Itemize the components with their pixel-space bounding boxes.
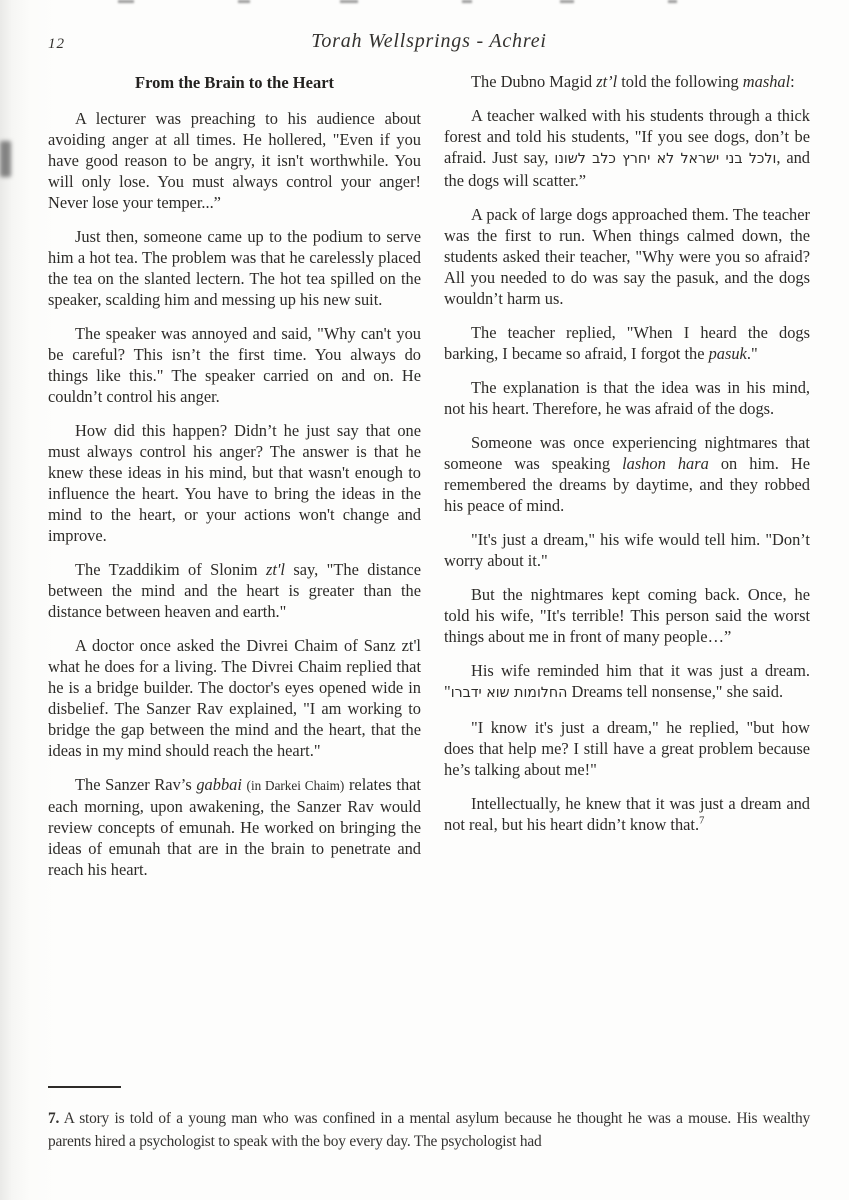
paragraph bbox=[444, 793, 810, 835]
text-run: gabbai bbox=[196, 775, 242, 794]
paragraph bbox=[444, 432, 810, 516]
text-run: zt'l bbox=[265, 560, 285, 579]
scan-artifact bbox=[340, 0, 358, 3]
section-heading: From the Brain to the Heart bbox=[134, 73, 335, 92]
right-column-text bbox=[444, 71, 810, 835]
text-run: A lecturer was preaching to his audience about avoiding anger at all times. He hollered, "Even if you have good reason to be angry, it isn't worthwhile. You will only lose. You must always control your anger! Never lose your temper...” bbox=[48, 109, 421, 212]
text-run: Intellectually, he knew that it was just a dream and not real, but his heart didn’t know that. bbox=[444, 794, 810, 834]
left-column-text bbox=[48, 108, 421, 880]
scan-artifact bbox=[0, 141, 11, 177]
footnote-text bbox=[48, 1107, 810, 1153]
paragraph bbox=[444, 322, 810, 364]
paragraph bbox=[48, 559, 421, 622]
text-run: (in Darkei Chaim) bbox=[246, 778, 345, 793]
scan-artifact bbox=[560, 0, 574, 3]
scan-artifact bbox=[238, 0, 250, 3]
text-run: A pack of large dogs approached them. The teacher was the first to run. When things calmed down, the students asked their teacher, "Why were you so afraid? All you needed to do was say the pasuk, and the dogs wouldn’t harm us. bbox=[444, 205, 810, 308]
paragraph bbox=[48, 635, 421, 761]
text-run: : bbox=[790, 72, 795, 91]
paragraph bbox=[48, 226, 421, 310]
text-run: relates that each morning, upon awakening, the Sanzer Rav would review concepts of emunah. He worked on bringing the ideas of emunah that are in the brain to penetrate and reach his heart. bbox=[48, 775, 421, 879]
text-run: zt’l bbox=[596, 72, 618, 91]
text-run: ." bbox=[746, 344, 758, 363]
scan-artifact bbox=[668, 0, 677, 3]
paragraph bbox=[444, 717, 810, 780]
footnote-ref: 7 bbox=[699, 815, 705, 827]
page-number: 12 bbox=[48, 36, 65, 52]
paragraph bbox=[444, 584, 810, 647]
text-columns bbox=[48, 71, 810, 1071]
text-run: But the nightmares kept coming back. Once, he told his wife, "It's terrible! This person said the worst things about me in front of many people…” bbox=[444, 585, 810, 646]
text-run: lashon hara bbox=[622, 454, 709, 473]
scan-artifact bbox=[462, 0, 472, 3]
text-run: The speaker was annoyed and said, "Why can't you be careful? This isn’t the first time. You always do things like this." The speaker carried on and on. He couldn’t control his anger. bbox=[48, 324, 421, 406]
paragraph bbox=[48, 108, 421, 213]
text-run: told the following bbox=[617, 72, 743, 91]
text-run: The Tzaddikim of Slonim bbox=[75, 560, 266, 579]
text-run: "It's just a dream," his wife would tell him. "Don’t worry about it." bbox=[444, 530, 810, 570]
page-title: Torah Wellsprings - Achrei bbox=[311, 30, 547, 52]
text-run: Just then, someone came up to the podium to serve him a hot tea. The problem was that he carelessly placed the tea on the slanted lectern. The hot tea spilled on the speaker, scalding him and messing up his new suit. bbox=[48, 227, 421, 309]
paragraph bbox=[444, 529, 810, 571]
text-run: The Sanzer Rav’s bbox=[75, 775, 197, 794]
footnote-separator bbox=[48, 1086, 121, 1088]
text-run: A doctor once asked the Divrei Chaim of Sanz zt'l what he does for a living. The Divrei Chaim replied that he is a bridge builder. The doctor's eyes opened wide in disbelief. The Sanzer Rav explained, "I am working to bridge the gap between the mind and the heart, that the ideas in my mind should reach the heart." bbox=[48, 636, 421, 760]
right-column bbox=[444, 71, 810, 1071]
text-run: say, "The distance between the mind and the heart is greater than the distance between heaven and earth." bbox=[48, 560, 421, 621]
text-run: "I know it's just a dream," he replied, "but how does that help me? I still have a great problem because he’s talking about me!" bbox=[444, 718, 810, 779]
text-run: Someone was once experiencing nightmares that someone was speaking bbox=[444, 433, 810, 473]
text-run: mashal bbox=[742, 72, 791, 91]
text-run: 7. bbox=[48, 1110, 60, 1127]
paragraph bbox=[48, 420, 421, 546]
hebrew-text: ולכל בני ישראל לא יחרץ כלב לשונו bbox=[554, 151, 777, 167]
text-run: A story is told of a young man who was confined in a mental asylum because he thought he was a mouse. His wealthy parents hired a psychologist to speak with the boy every day. The psychologist had bbox=[48, 1110, 810, 1150]
footnote-area bbox=[48, 1086, 810, 1153]
text-run: The Dubno Magid bbox=[471, 72, 597, 91]
hebrew-text: החלומות שוא ידברו bbox=[450, 685, 568, 701]
paragraph bbox=[444, 71, 810, 92]
paragraph bbox=[444, 105, 810, 191]
text-run: on him. He remembered the dreams by daytime, and they robbed his peace of mind. bbox=[444, 454, 810, 515]
text-run: Dreams tell nonsense," she said. bbox=[567, 682, 784, 701]
text-run: His wife reminded him that it was just a dream. " bbox=[444, 661, 810, 701]
paragraph bbox=[444, 377, 810, 419]
text-run: A teacher walked with his students through a thick forest and told his students, "If you see dogs, don’t be afraid. Just say, bbox=[444, 106, 810, 167]
paragraph bbox=[48, 774, 421, 880]
page-header bbox=[48, 30, 810, 58]
text-run: , and the dogs will scatter.” bbox=[444, 148, 810, 190]
left-column bbox=[48, 71, 421, 1071]
paragraph bbox=[444, 204, 810, 309]
text-run: The teacher replied, "When I heard the dogs barking, I became so afraid, I forgot the bbox=[444, 323, 810, 363]
paragraph bbox=[48, 323, 421, 407]
paragraph bbox=[444, 660, 810, 704]
text-run: How did this happen? Didn’t he just say that one must always control his anger? The answer is that he knew these ideas in his mind, but that wasn't enough to influence the heart. You have to bring the ideas in the mind to the heart, or your actions won't change and improve. bbox=[48, 421, 421, 545]
scan-artifact bbox=[118, 0, 134, 3]
text-run: pasuk bbox=[708, 344, 747, 363]
paragraph bbox=[48, 1107, 810, 1153]
text-run: The explanation is that the idea was in his mind, not his heart. Therefore, he was afraid of the dogs. bbox=[444, 378, 810, 418]
